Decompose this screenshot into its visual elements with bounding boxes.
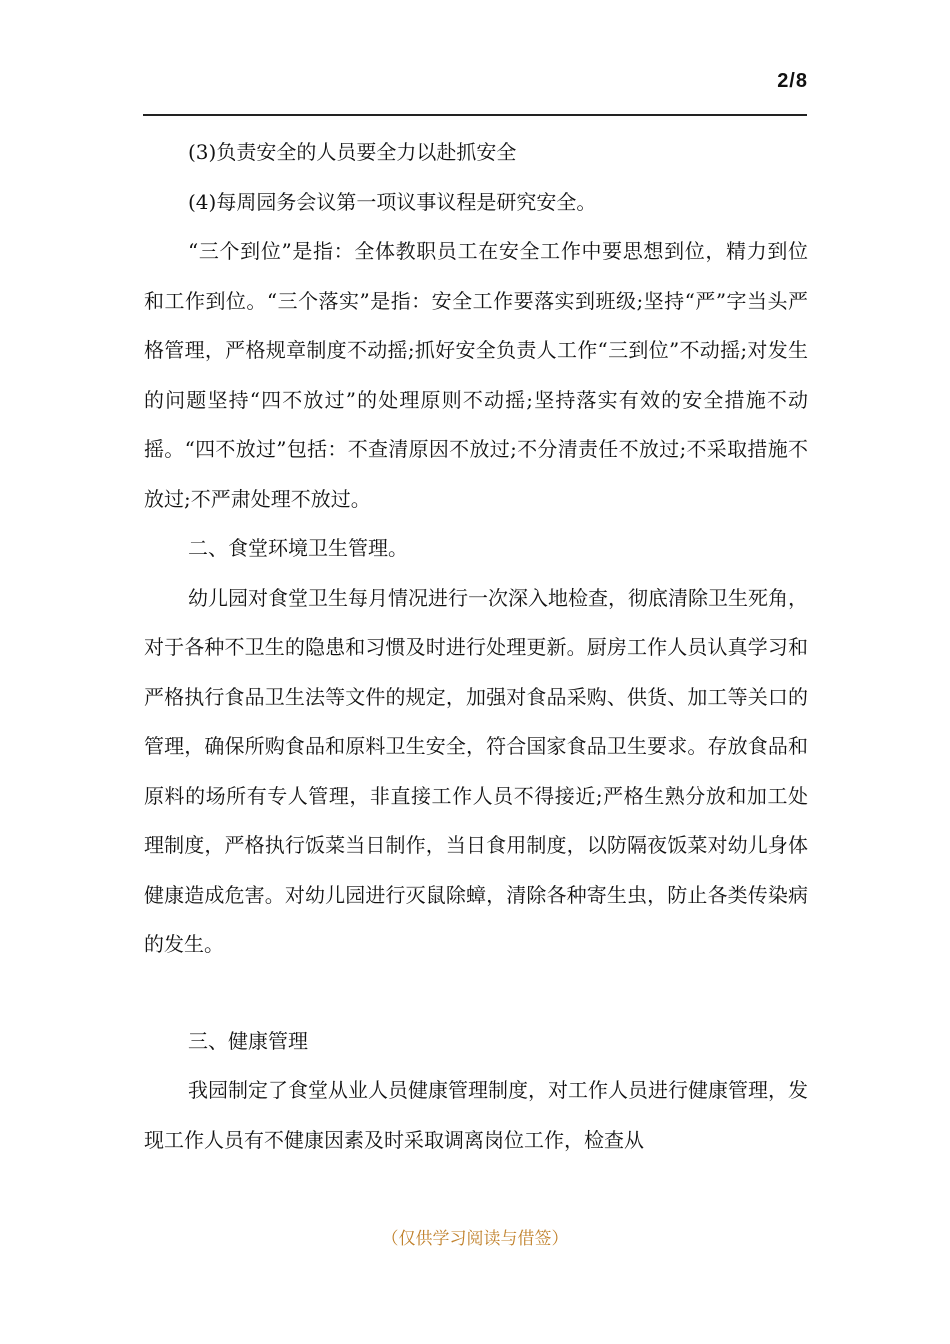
page-number: 2/8 <box>777 70 808 92</box>
section-spacer <box>144 970 808 1017</box>
section-heading-canteen: 二、食堂环境卫生管理。 <box>188 536 408 560</box>
paragraph-canteen-hygiene: 幼儿园对食堂卫生每月情况进行一次深入地检查，彻底清除卫生死角，对于各种不卫生的隐患和习惯及时进行处理更新。厨房工作人员认真学习和严格执行食品卫生法等文件的规定，加强对食品采购、供货、加工等关口的管理，确保所购食品和原料卫生安全，符合国家食品卫生要求。存放食品和原料的场所有专人管理，非直接工作人员不得接近;严格生熟分放和加工处理制度，严格执行饭菜当日制作，当日食用制度，以防隔夜饭菜对幼儿身体健康造成危害。对幼儿园进行灭鼠除蟑，清除各种寄生虫，防止各类传染病的发生。 <box>144 585 808 956</box>
paragraph-item-4: (4)每周园务会议第一项议事议程是研究安全。 <box>188 189 597 214</box>
header-divider <box>143 114 807 116</box>
document-body <box>144 128 808 1165</box>
paragraph-item-3: (3)负责安全的人员要全力以赴抓安全 <box>188 140 517 164</box>
paragraph-three-in-place: “三个到位”是指：全体教职员工在安全工作中要思想到位，精力到位和工作到位。“三个落实”是指：安全工作要落实到班级;坚持“严”字当头严格管理，严格规章制度不动摇;抓好安全负责人工作“三到位”不动摇;对发生的问题坚持“四不放过”的处理原则不动摇;坚持落实有效的安全措施不动摇。“四不放过”包括：不查清原因不放过;不分清责任不放过;不采取措施不放过;不严肃处理不放过。 <box>144 239 808 511</box>
footer-note: （仅供学习阅读与借签） <box>381 1229 569 1249</box>
paragraph-health-management: 我园制定了食堂从业人员健康管理制度，对工作人员进行健康管理，发现工作人员有不健康因素及时采取调离岗位工作，检查从 <box>144 1078 808 1152</box>
section-heading-health: 三、健康管理 <box>188 1028 308 1053</box>
